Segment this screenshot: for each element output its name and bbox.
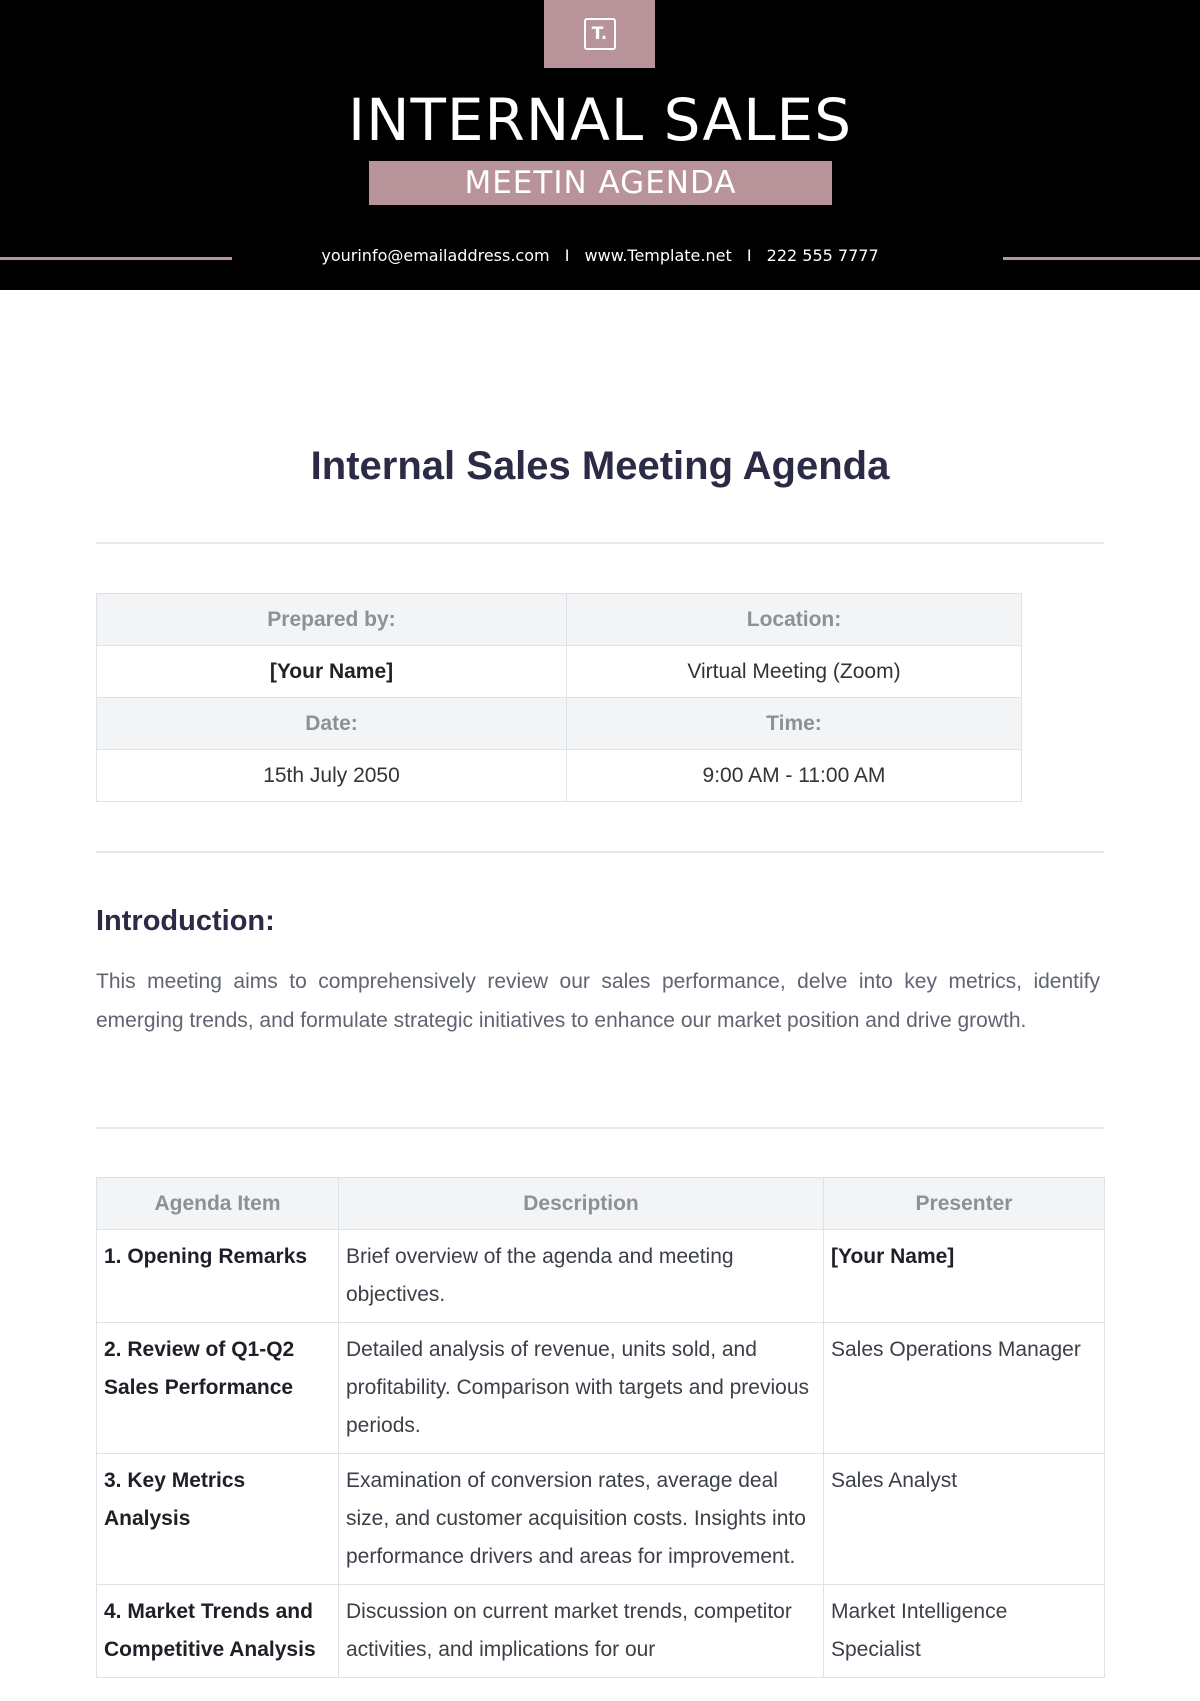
agenda-presenter: Sales Operations Manager bbox=[824, 1323, 1105, 1454]
contact-line bbox=[0, 246, 1200, 265]
header-banner bbox=[0, 0, 1200, 290]
prepared-by-label: Prepared by: bbox=[97, 594, 567, 646]
agenda-item: 4. Market Trends and Competitive Analysis bbox=[97, 1585, 339, 1678]
agenda-description: Detailed analysis of revenue, units sold, and profitability. Comparison with targets and previous periods. bbox=[339, 1323, 824, 1454]
introduction-text: This meeting aims to comprehensively review our sales performance, delve into key metrics, identify emerging trends, and formulate strategic initiatives to enhance our market position and drive growth. bbox=[96, 970, 1100, 1032]
agenda-presenter: Market Intelligence Specialist bbox=[824, 1585, 1105, 1678]
divider bbox=[96, 1127, 1104, 1129]
agenda-table bbox=[96, 1177, 1105, 1678]
table-row bbox=[97, 594, 1022, 646]
agenda-description: Examination of conversion rates, average deal size, and customer acquisition costs. Insights into performance drivers and areas for improvement. bbox=[339, 1454, 824, 1585]
column-header-presenter: Presenter bbox=[824, 1178, 1105, 1230]
contact-email[interactable]: yourinfo@emailaddress.com bbox=[321, 246, 550, 265]
meeting-info-table bbox=[96, 593, 1022, 802]
contact-website[interactable]: www.Template.net bbox=[584, 246, 732, 265]
column-header-description: Description bbox=[339, 1178, 824, 1230]
introduction-heading: Introduction: bbox=[96, 905, 275, 937]
agenda-item: 1. Opening Remarks bbox=[97, 1230, 339, 1323]
location-label: Location: bbox=[567, 594, 1022, 646]
table-row bbox=[97, 1454, 1105, 1585]
agenda-item: 3. Key Metrics Analysis bbox=[97, 1454, 339, 1585]
banner-subtitle: MEETIN AGENDA bbox=[369, 161, 832, 205]
prepared-by-value: [Your Name] bbox=[97, 646, 567, 698]
logo-icon: T. bbox=[584, 18, 616, 50]
contact-separator: I bbox=[564, 246, 570, 265]
logo bbox=[544, 0, 655, 68]
column-header-agenda-item: Agenda Item bbox=[97, 1178, 339, 1230]
agenda-presenter: Sales Analyst bbox=[824, 1454, 1105, 1585]
agenda-item: 2. Review of Q1-Q2 Sales Performance bbox=[97, 1323, 339, 1454]
table-row bbox=[97, 1323, 1105, 1454]
time-label: Time: bbox=[567, 698, 1022, 750]
table-row bbox=[97, 1585, 1105, 1678]
contact-phone: 222 555 7777 bbox=[766, 246, 879, 265]
divider bbox=[96, 542, 1104, 544]
date-value: 15th July 2050 bbox=[97, 750, 567, 802]
time-value: 9:00 AM - 11:00 AM bbox=[567, 750, 1022, 802]
table-row bbox=[97, 750, 1022, 802]
date-label: Date: bbox=[97, 698, 567, 750]
table-row bbox=[97, 698, 1022, 750]
agenda-presenter: [Your Name] bbox=[824, 1230, 1105, 1323]
table-header-row bbox=[97, 1178, 1105, 1230]
agenda-description: Brief overview of the agenda and meeting objectives. bbox=[339, 1230, 824, 1323]
location-value: Virtual Meeting (Zoom) bbox=[567, 646, 1022, 698]
table-row bbox=[97, 1230, 1105, 1323]
banner-title: INTERNAL SALES bbox=[347, 86, 853, 154]
divider bbox=[96, 851, 1104, 853]
agenda-description: Discussion on current market trends, competitor activities, and implications for our bbox=[339, 1585, 824, 1678]
contact-separator: I bbox=[746, 246, 752, 265]
page-title: Internal Sales Meeting Agenda bbox=[310, 444, 890, 488]
table-row bbox=[97, 646, 1022, 698]
